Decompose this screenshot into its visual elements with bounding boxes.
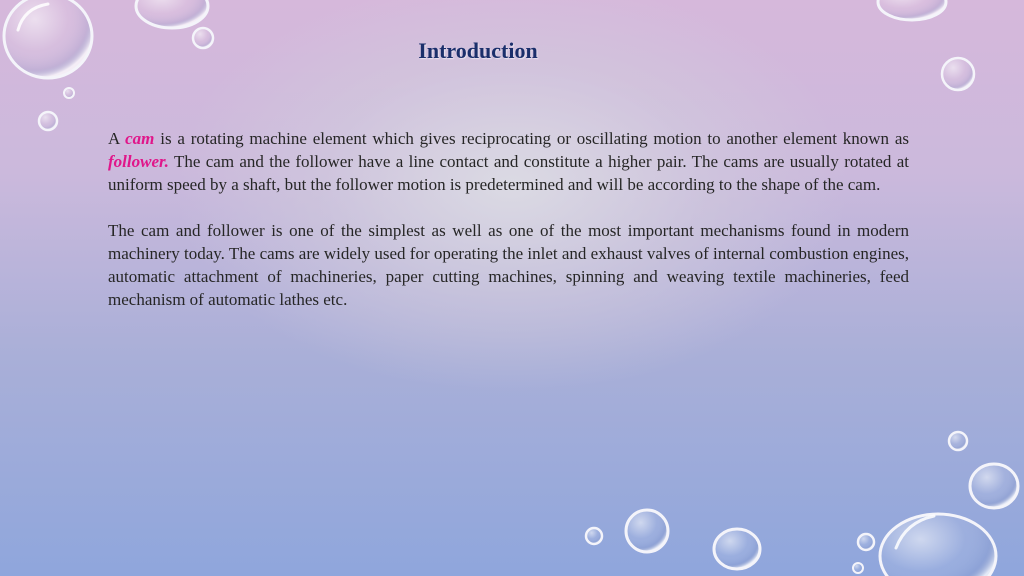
bubble-top-left-2 bbox=[136, 0, 208, 28]
bubble-bottom-right-2 bbox=[970, 464, 1018, 508]
slide-body bbox=[108, 127, 909, 334]
bubble-bottom-right-1 bbox=[949, 432, 967, 450]
bubble-bottom-right-3 bbox=[858, 534, 874, 550]
slide-title: Introduction bbox=[418, 38, 538, 63]
paragraph-1 bbox=[108, 127, 909, 196]
bubble-top-left-5 bbox=[39, 112, 57, 130]
term-follower: follower. bbox=[108, 152, 169, 171]
bubble-bottom-right-large bbox=[880, 514, 996, 576]
term-cam: cam bbox=[125, 129, 155, 148]
paragraph-1-mid: is a rotating machine element which gives reciprocating or oscillating motion to another element known as bbox=[154, 129, 909, 148]
paragraph-2: The cam and follower is one of the simplest as well as one of the most important mechanisms found in modern machinery today. The cams are widely used for operating the inlet and exhaust valves of internal combustion engines, automatic attachment of machineries, paper cutting machines, spinning and weaving textile machineries, feed mechanism of automatic lathes etc. bbox=[108, 221, 909, 309]
paragraph-1-rest: The cam and the follower have a line contact and constitute a higher pair. The cams are usually rotated at uniform speed by a shaft, but the follower motion is predetermined and will be according to the shape of the cam. bbox=[108, 152, 909, 194]
bubble-top-right-1 bbox=[878, 0, 946, 20]
bubble-top-left-4 bbox=[64, 88, 74, 98]
bubble-bottom-center-2 bbox=[586, 528, 602, 544]
bubble-bottom-right-4 bbox=[853, 563, 863, 573]
bubble-bottom-center-3 bbox=[714, 529, 760, 569]
paragraph-1-lead: A bbox=[108, 129, 126, 148]
bubble-bottom-center-1 bbox=[626, 510, 668, 552]
